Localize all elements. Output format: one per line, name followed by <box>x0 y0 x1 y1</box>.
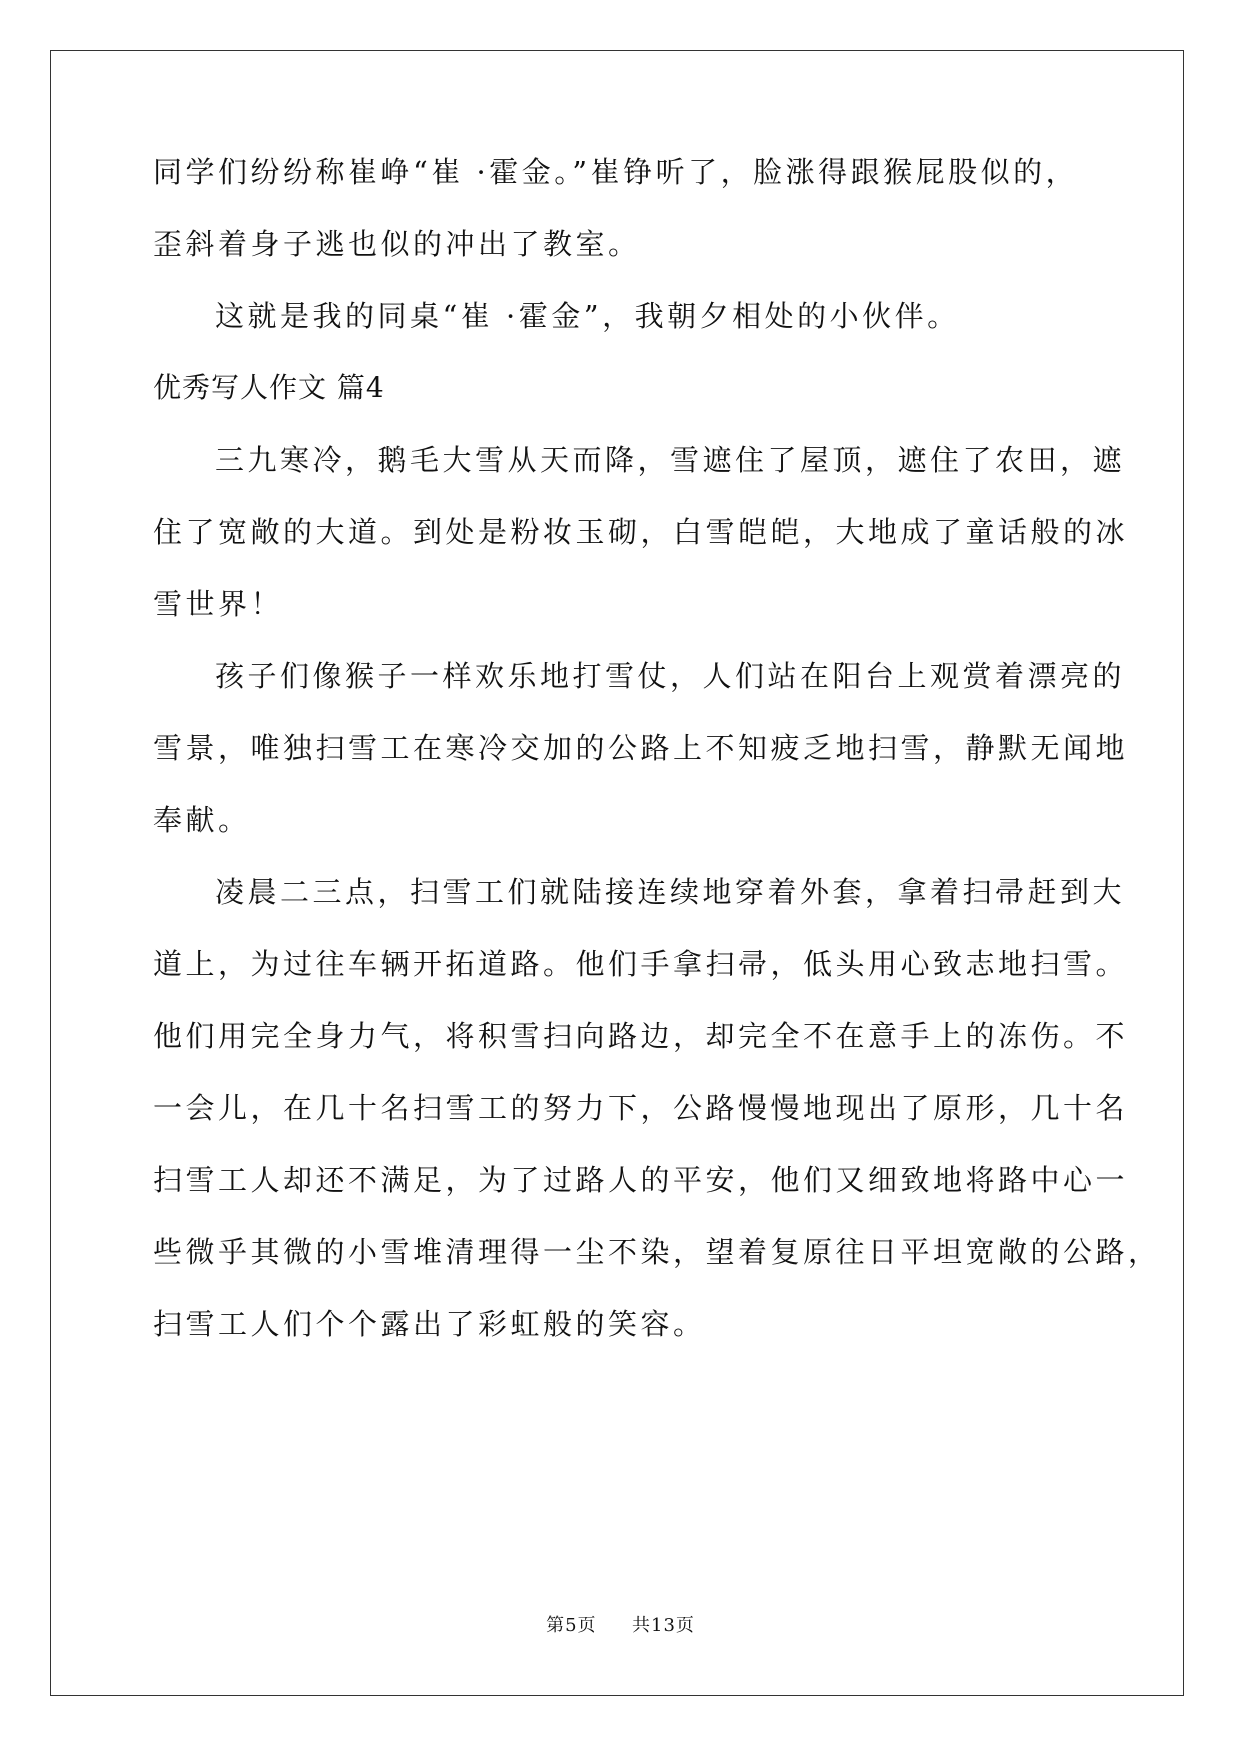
text-line: 凌晨二三点，扫雪工们就陆接连续地穿着外套，拿着扫帚赶到大 <box>215 875 1126 909</box>
text-line: 同学们纷纷称崔峥“崔 ·霍金。”崔铮听了，脸涨得跟猴屁股似的， <box>153 155 1079 189</box>
text-line: 扫雪工人却还不满足，为了过路人的平安，他们又细致地将路中心一 <box>153 1163 1129 1197</box>
text-line: 歪斜着身子逃也似的冲出了教室。 <box>153 227 641 261</box>
page-footer <box>0 1614 1241 1638</box>
text-line: 住了宽敞的大道。到处是粉妆玉砌，白雪皑皑，大地成了童话般的冰 <box>153 515 1129 549</box>
page-number-current: 第5页 <box>546 1615 597 1636</box>
text-line: 些微乎其微的小雪堆清理得一尘不染，望着复原往日平坦宽敞的公路， <box>153 1235 1161 1269</box>
text-line: 他们用完全身力气，将积雪扫向路边，却完全不在意手上的冻伤。不 <box>153 1019 1129 1053</box>
section-heading: 优秀写人作文 篇4 <box>153 371 385 404</box>
text-line: 一会儿，在几十名扫雪工的努力下，公路慢慢地现出了原形，几十名 <box>153 1091 1129 1125</box>
text-line: 雪景，唯独扫雪工在寒冷交加的公路上不知疲乏地扫雪，静默无闻地 <box>153 731 1129 765</box>
text-line: 孩子们像猴子一样欢乐地打雪仗，人们站在阳台上观赏着漂亮的 <box>215 659 1126 693</box>
text-line: 雪世界！ <box>153 587 284 621</box>
text-line: 这就是我的同桌“崔 ·霍金”，我朝夕相处的小伙伴。 <box>215 299 960 333</box>
text-line: 奉献。 <box>153 803 251 837</box>
text-line: 扫雪工人们个个露出了彩虹般的笑容。 <box>153 1307 706 1341</box>
page-number-total: 共13页 <box>632 1615 695 1636</box>
text-line: 三九寒冷，鹅毛大雪从天而降，雪遮住了屋顶，遮住了农田，遮 <box>215 443 1126 477</box>
text-line: 道上，为过往车辆开拓道路。他们手拿扫帚，低头用心致志地扫雪。 <box>153 947 1129 981</box>
